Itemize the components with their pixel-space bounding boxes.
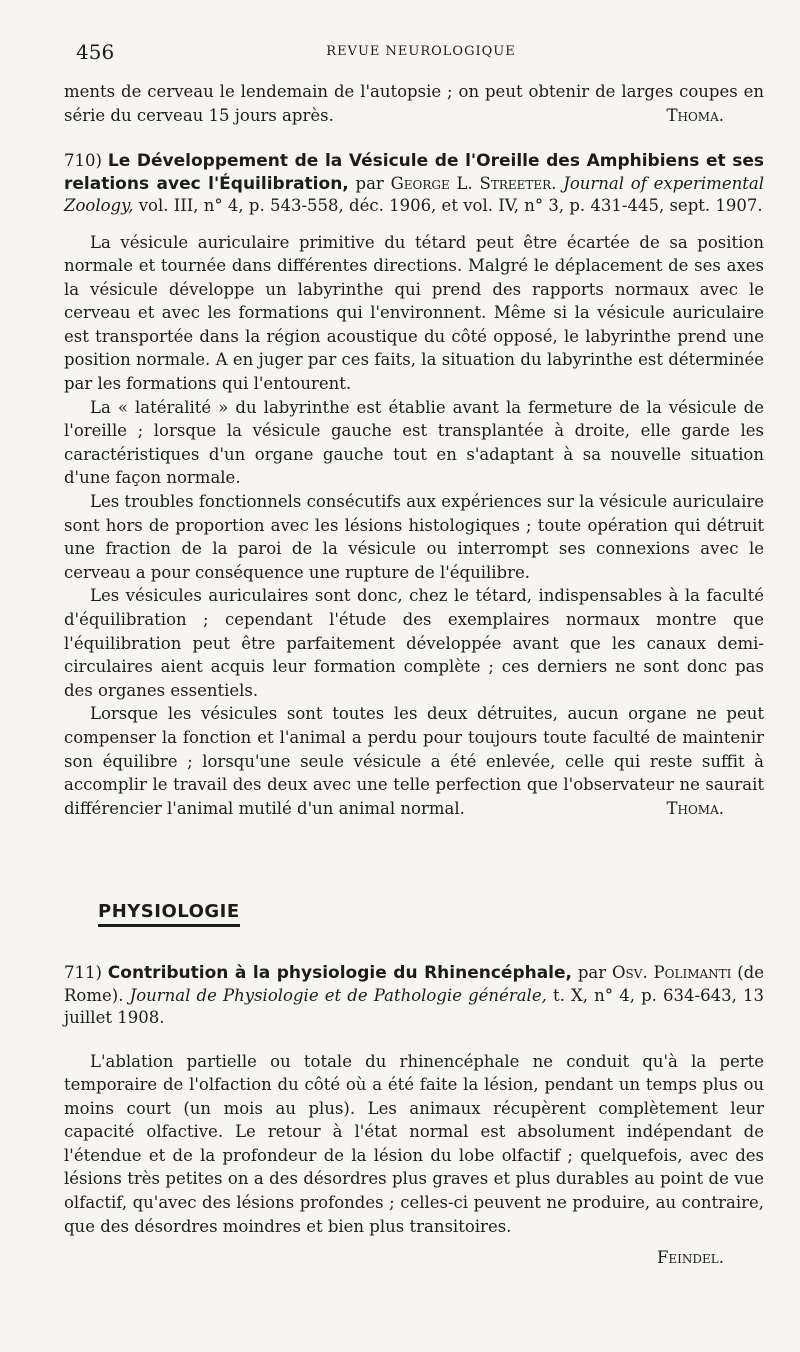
- article-711-citation: t. X, n° 4, p. 634-643, 13 juillet 1908.: [64, 985, 764, 1027]
- article-711-number: 711): [64, 963, 102, 982]
- article-711-journal: Journal de Physiologie et de Pathologie générale,: [129, 985, 547, 1005]
- article-711-heading: [64, 962, 764, 1030]
- article-710-citation: vol. III, n° 4, p. 543-558, déc. 1906, et vol. IV, n° 3, p. 431-445, sept. 1907.: [138, 196, 763, 215]
- article-710-by: par: [355, 173, 384, 193]
- section-title: PHYSIOLOGIE: [98, 901, 240, 927]
- article-711-by: par: [577, 963, 607, 982]
- article-710-paragraph: La « latéralité » du labyrinthe est établie avant la fermeture de la vésicule de l'oreille ; lorsque la vésicule gauche est transplantée à droite, elle garde les caractéristiques d'un organe gauche tout en s'adaptant à sa nouvelle situation d'une façon normale.: [64, 397, 764, 488]
- article-710-paragraph: Les vésicules auriculaires sont donc, chez le tétard, indispensables à la faculté d'équilibration ; cependant l'étude des exemplaires normaux montre que l'équilibration peut être parfaitement développée avant que les canaux demi-circulaires aient acquis leur formation complète ; ces derniers ne sont donc pas des organes essentiels.: [64, 586, 764, 700]
- article-710-paragraph: La vésicule auriculaire primitive du tétard peut être écartée de sa position normale et tournée dans différentes directions. Malgré le déplacement de ses axes la vésicule développe un labyrinthe qui prend des rapports normaux avec le cerveau et avec les formations qui l'environnent. Même si la vésicule auriculaire est transportée dans la région acoustique du côté opposé, le labyrinthe prend une position normale. A en juger par ces faits, la situation du labyrinthe est déterminée par les formations qui l'entourent.: [64, 232, 764, 394]
- article-711: [64, 962, 764, 1270]
- article-710-paragraph: Les troubles fonctionnels consécutifs aux expériences sur la vésicule auriculaire sont hors de proportion avec les lésions histologiques ; toute opération qui détruit une fraction de la paroi de la vésicule ou interrompt ses connexions avec le cerveau a pour conséquence une rupture de l'équilibre.: [64, 492, 765, 582]
- article-711-signature: Feindel.: [656, 1248, 724, 1268]
- article-711-paragraph: L'ablation partielle ou totale du rhinencéphale ne conduit qu'à la perte temporaire de l'olfaction du côté où a été faite la lésion, pendant un temps plus ou moins court (un mois au plus). Les animaux récupèrent complètement leur capacité olfactive. Le retour à l'état normal est absolument indépendant de l'étendue et de la profondeur de la lésion du lobe olfactif ; quelquefois, avec des lésions très petites on a des désordres plus graves et plus durables au point de vue olfactif, qu'avec des lésions profondes ; celles-ci peuvent ne produire, au contraire, que des désordres moindres et bien plus transitoires.: [64, 1051, 764, 1236]
- article-710-number: 710): [64, 151, 102, 170]
- article-710-heading: [64, 150, 764, 218]
- article-710: [64, 150, 764, 820]
- article-710-author: George L. Streeter.: [390, 173, 557, 193]
- continuation-text: ments de cerveau le lendemain de l'autopsie ; on peut obtenir de larges coupes en série du cerveau 15 jours après.: [64, 82, 764, 125]
- article-711-author: Osv. Polimanti: [612, 963, 732, 982]
- article-710-signature: Thoma.: [666, 798, 724, 818]
- running-title: REVUE NEUROLOGIQUE: [326, 44, 516, 59]
- page-header: [76, 40, 766, 64]
- continuation-block: [64, 80, 764, 127]
- continuation-signature: Thoma.: [666, 105, 724, 125]
- article-710-paragraph: Lorsque les vésicules sont toutes les deux détruites, aucun organe ne peut compenser la fonction et l'animal a perdu pour toujours toute faculté de maintenir son équilibre ; lorsqu'une seule vésicule a été enlevée, celle qui reste suffit à accomplir le travail des deux avec une telle perfection que l'observateur ne saurait différencier l'animal mutilé d'un animal normal.: [64, 704, 764, 818]
- article-710-journal: Journal of experimental Zoology,: [64, 173, 764, 215]
- page-number: 456: [76, 40, 115, 64]
- article-711-title: Contribution à la physiologie du Rhinencéphale,: [107, 963, 573, 983]
- article-710-title: Le Développement de la Vésicule de l'Oreille des Amphibiens et ses relations avec l'Équilibration,: [64, 151, 764, 194]
- article-711-author-note: (de Rome).: [64, 963, 765, 1005]
